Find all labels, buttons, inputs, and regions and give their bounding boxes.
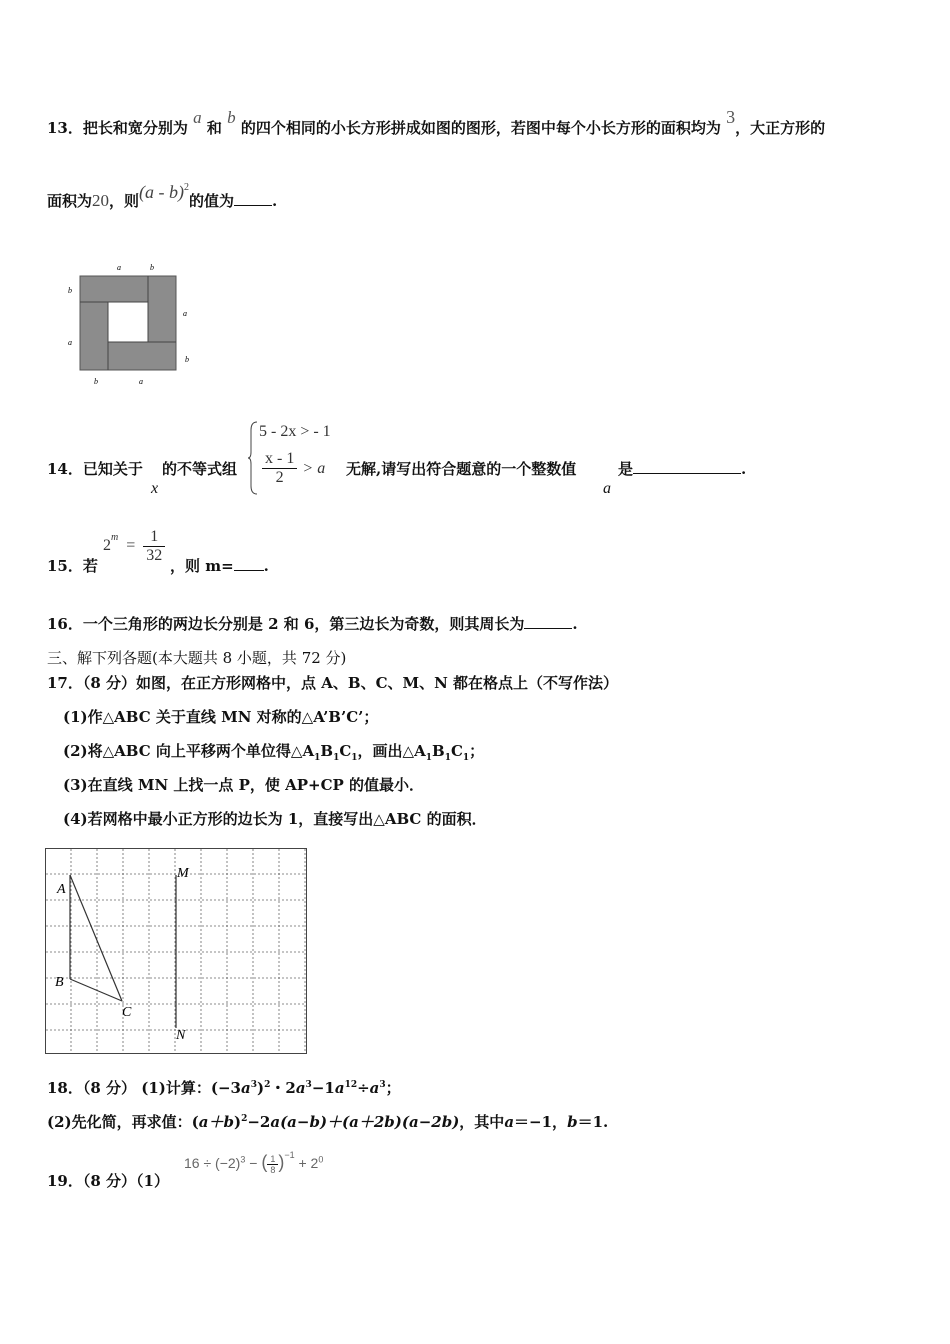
system-brace (248, 420, 258, 496)
q14-part3: 无解,请写出符合题意的一个整数值 (346, 460, 577, 478)
label-a-left: a (68, 338, 72, 347)
var-b: b (227, 108, 236, 127)
inequality-2: $\frac{x - 1}{2}$ > a (262, 450, 325, 487)
answer-blank[interactable] (234, 191, 272, 206)
section-title: 三、解下列各题(本大题共 8 小题，共 72 分) (47, 649, 347, 667)
label-a-bottom: a (139, 377, 143, 386)
q14-part2: 的不等式组 (162, 460, 238, 478)
q16-line: 16．一个三角形的两边长分别是 2 和 6，第三边长为奇数，则其周长为 . (47, 615, 578, 633)
q14-part4: 是 . (618, 460, 747, 478)
q14-line: 14．已知关于 (47, 460, 143, 478)
q15-expr: 2$^m$ = $\frac{1}{32}$ (103, 528, 165, 565)
q17-stem: 17．（8 分）如图，在正方形网格中，点 A、B、C、M、N 都在格点上（不写作法） (47, 674, 619, 692)
q13-line2: 面积为20，则(a - b)$^2$的值为 . (47, 182, 278, 210)
label-a-top: a (117, 263, 121, 272)
var-x: x (151, 480, 159, 497)
answer-blank-15[interactable] (234, 556, 264, 571)
label-N: N (176, 1028, 186, 1043)
q15-line: 15．若 (47, 557, 98, 575)
rectangles-figure (62, 258, 202, 390)
q13-line1: 13．把长和宽分别为 a 和 b 的四个相同的小长方形拼成如图的图形，若图中每个小长方形的面积均为 3，大正方形的 (47, 107, 826, 137)
q17-item1: (1)作△ABC 关于直线 MN 对称的△A’B’C’； (63, 708, 379, 726)
var-a-14: a (603, 480, 611, 497)
area-value: 3 (726, 107, 736, 127)
label-b-top: b (150, 263, 154, 272)
q17-item2: (2)将△ABC 向上平移两个单位得$\triangle A_1B_1C_1$，画出$\triangle A_1B_1C_1$； (63, 742, 485, 763)
answer-blank-16[interactable] (524, 614, 572, 629)
label-b-left: b (68, 286, 72, 295)
inequality-1: 5 - 2x > - 1 (259, 423, 331, 440)
label-B: B (55, 975, 64, 990)
q18-line1: 18．（8 分） (1)计算：$(-3a^3)^2$・$2a^3-1a^{12}\div a^3$； (47, 1079, 401, 1097)
label-b-right: b (185, 355, 189, 364)
q17-item4: (4)若网格中最小正方形的边长为 1，直接写出△ABC 的面积． (63, 810, 487, 828)
label-b-bottom: b (94, 377, 98, 386)
q18-line2: (2)先化简，再求值：$(a+b)^2-2a(a-b)+(a+2b)(a-2b)$，其中a＝−1，b＝1. (47, 1113, 609, 1131)
q19-number: 19．（8 分）（1） (47, 1172, 169, 1190)
q19-expression: $16 \div (-2)^3$ − ( $\frac{1}{8}$ )$^{-1} + 2^0$ (184, 1150, 324, 1175)
var-a: a (193, 108, 202, 127)
label-C: C (122, 1005, 132, 1020)
grid-figure (45, 848, 308, 1055)
answer-blank-14[interactable] (633, 459, 741, 474)
q15-part2: ，则 m= . (170, 557, 269, 575)
inner-hole (108, 302, 148, 342)
label-M: M (177, 866, 189, 881)
label-A: A (57, 882, 66, 897)
expr-a-minus-b: (a - b) (139, 182, 185, 202)
q17-item3: (3)在直线 MN 上找一点 P，使 AP+CP 的值最小． (63, 776, 425, 794)
label-a-right: a (183, 309, 187, 318)
